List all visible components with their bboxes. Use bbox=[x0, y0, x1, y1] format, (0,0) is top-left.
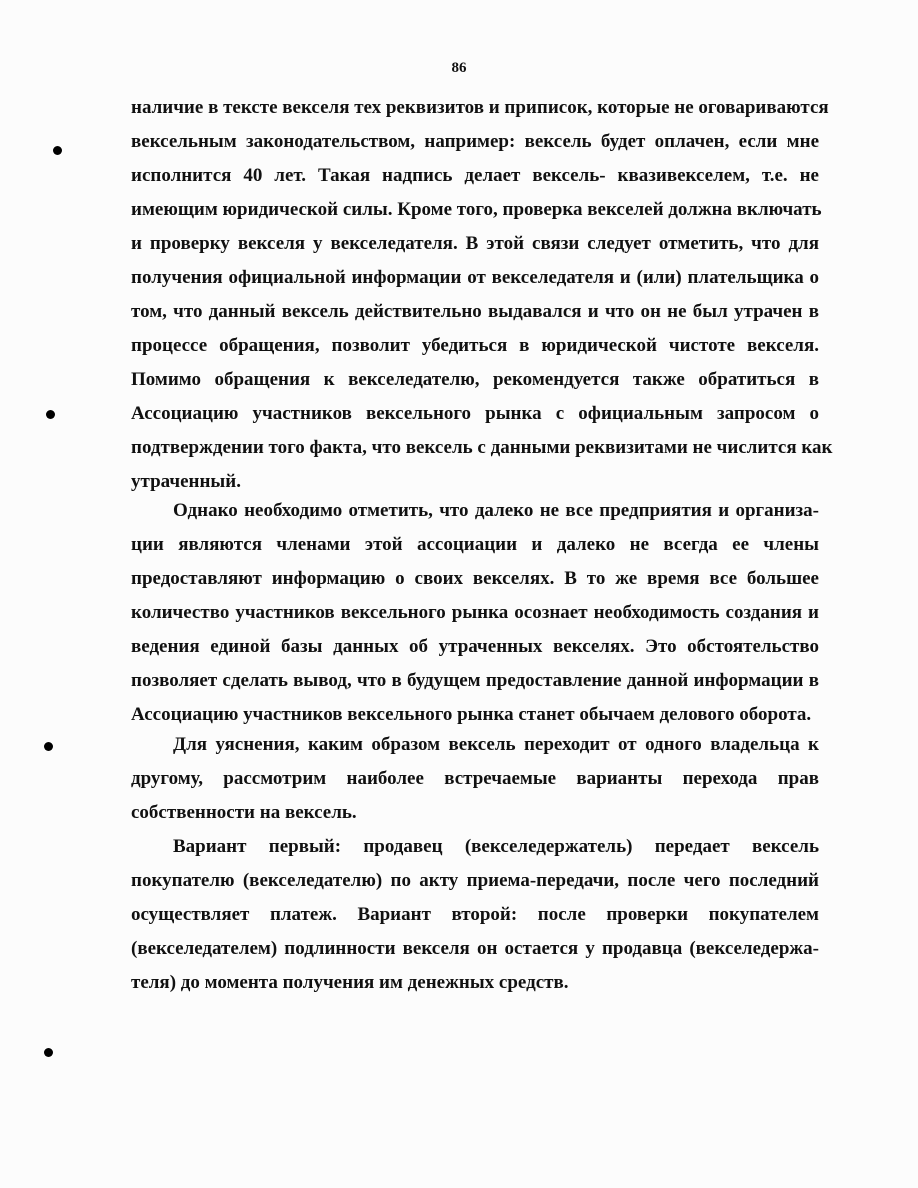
text-line: другому, рассмотрим наиболее встречаемые варианты перехода прав bbox=[131, 768, 819, 789]
text-line: и проверку векселя у векселедателя. В этой связи следует отметить, что для bbox=[131, 233, 819, 254]
text-line: собственности на вексель. bbox=[131, 802, 357, 823]
text-line: Вариант первый: продавец (векселедержатель) передает вексель bbox=[173, 836, 819, 857]
text-line: вексельным законодательством, например: вексель будет оплачен, если мне bbox=[131, 131, 819, 152]
text-line: ведения единой базы данных об утраченных векселях. Это обстоятельство bbox=[131, 636, 819, 657]
text-line: Помимо обращения к векселедателю, рекомендуется также обратиться в bbox=[131, 369, 819, 390]
paragraph bbox=[131, 494, 819, 732]
punch-hole-mark bbox=[46, 410, 55, 419]
text-line: Ассоциацию участников вексельного рынка станет обычаем делового оборота. bbox=[131, 704, 812, 725]
text-line: получения официальной информации от векселедателя и (или) плательщика о bbox=[131, 267, 819, 288]
text-line: имеющим юридической силы. Кроме того, проверка векселей должна включать bbox=[131, 199, 822, 220]
punch-hole-mark bbox=[53, 146, 62, 155]
paragraph bbox=[131, 830, 819, 1000]
text-line: (векселедателем) подлинности векселя он остается у продавца (векселедержа- bbox=[131, 938, 819, 959]
text-line: покупателю (векселедателю) по акту приема-передачи, после чего последний bbox=[131, 870, 819, 891]
paragraph bbox=[131, 728, 819, 830]
paragraph bbox=[131, 91, 833, 499]
text-line: Ассоциацию участников вексельного рынка с официальным запросом о bbox=[131, 403, 819, 424]
text-line: утраченный. bbox=[131, 471, 241, 492]
punch-hole-mark bbox=[44, 1048, 53, 1057]
text-line: процессе обращения, позволит убедиться в юридической чистоте векселя. bbox=[131, 335, 819, 356]
text-line: ции являются членами этой ассоциации и далеко не всегда ее члены bbox=[131, 534, 819, 555]
page-number: 86 bbox=[451, 60, 467, 76]
text-line: Для уяснения, каким образом вексель переходит от одного владельца к bbox=[173, 734, 819, 755]
text-line: том, что данный вексель действительно выдавался и что он не был утрачен в bbox=[131, 301, 819, 322]
text-line: Однако необходимо отметить, что далеко не все предприятия и организа- bbox=[173, 500, 819, 521]
text-line: количество участников вексельного рынка осознает необходимость создания и bbox=[131, 602, 819, 623]
punch-hole-mark bbox=[44, 742, 53, 751]
text-line: позволяет сделать вывод, что в будущем предоставление данной информации в bbox=[131, 670, 819, 691]
text-line: наличие в тексте векселя тех реквизитов и приписок, которые не оговариваются bbox=[131, 97, 829, 118]
text-line: предоставляют информацию о своих векселях. В то же время все большее bbox=[131, 568, 819, 589]
text-line: теля) до момента получения им денежных средств. bbox=[131, 972, 569, 993]
text-line: исполнится 40 лет. Такая надпись делает вексель- квазивекселем, т.е. не bbox=[131, 165, 819, 186]
text-line: подтверждении того факта, что вексель с данными реквизитами не числится как bbox=[131, 437, 833, 458]
text-line: осуществляет платеж. Вариант второй: после проверки покупателем bbox=[131, 904, 819, 925]
